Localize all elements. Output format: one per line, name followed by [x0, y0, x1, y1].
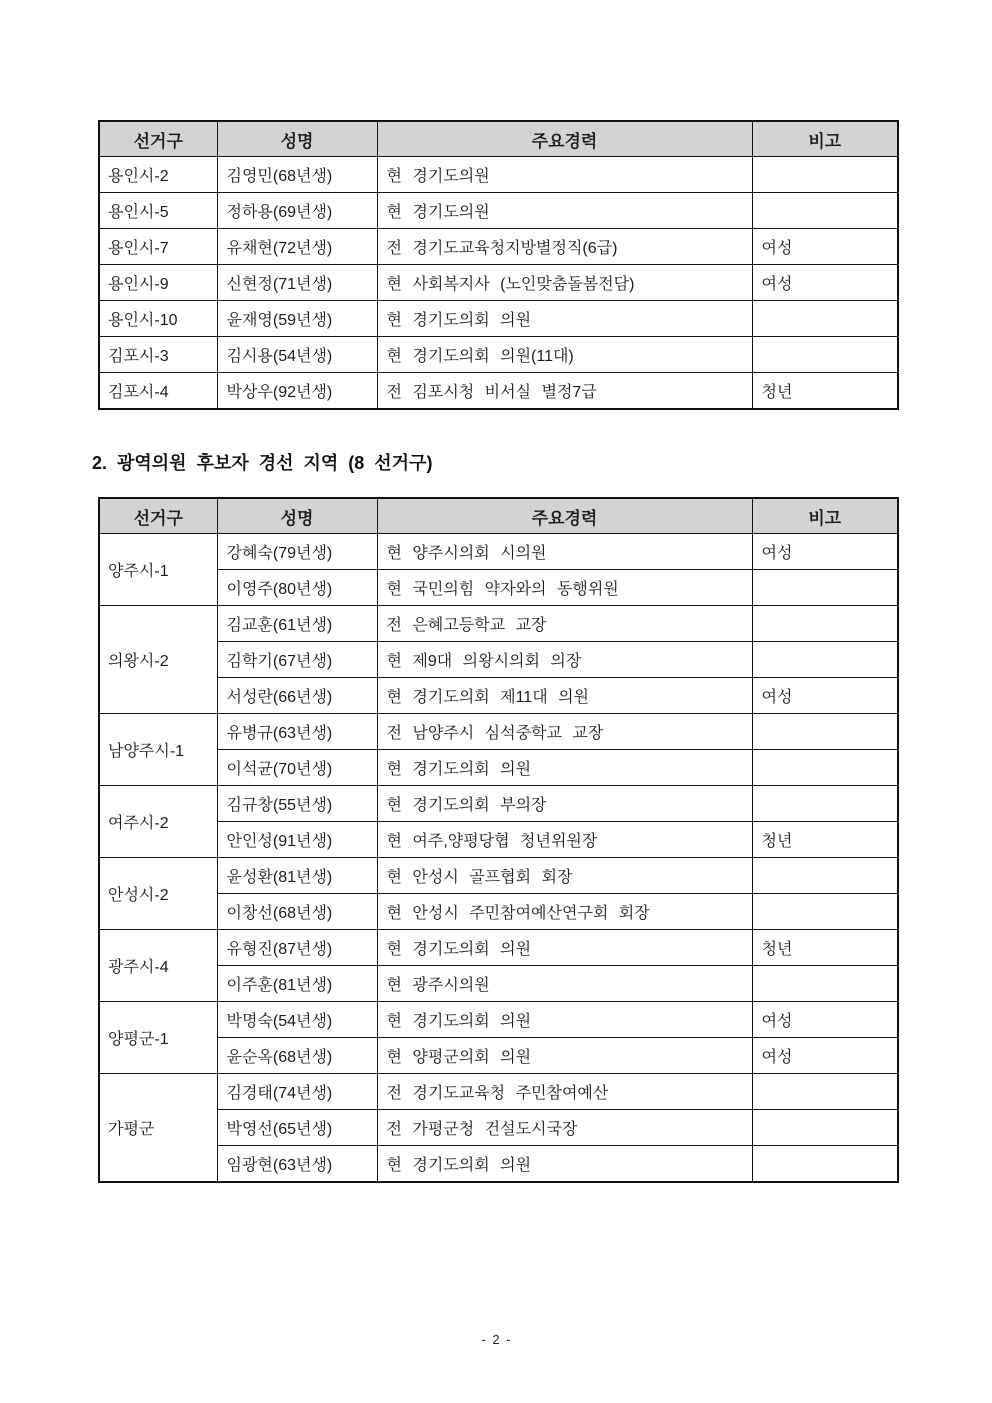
note-cell: [752, 1146, 898, 1183]
candidate-row: [99, 229, 898, 265]
note-cell: 청년: [752, 373, 898, 410]
candidate-row: [99, 265, 898, 301]
district-cell: 용인시-5: [99, 193, 217, 229]
career-cell: 전 남양주시 심석중학교 교장: [377, 714, 752, 750]
district-cell: 의왕시-2: [99, 606, 217, 714]
note-cell: [752, 1074, 898, 1110]
candidate-row: [99, 858, 898, 894]
name-cell: 김시용(54년생): [217, 337, 377, 373]
candidate-row: [99, 606, 898, 642]
note-cell: 청년: [752, 930, 898, 966]
column-header-district: 선거구: [99, 121, 217, 157]
career-cell: 현 경기도의회 의원(11대): [377, 337, 752, 373]
page-number: - 2 -: [481, 1332, 511, 1347]
district-cell: 김포시-3: [99, 337, 217, 373]
note-cell: 여성: [752, 1002, 898, 1038]
career-cell: 현 양평군의회 의원: [377, 1038, 752, 1074]
district-cell: 용인시-10: [99, 301, 217, 337]
career-cell: 현 사회복지사 (노인맞춤돌봄전담): [377, 265, 752, 301]
candidate-row: [99, 750, 898, 786]
candidate-row: [99, 966, 898, 1002]
career-cell: 현 양주시의회 시의원: [377, 534, 752, 570]
name-cell: 김교훈(61년생): [217, 606, 377, 642]
district-cell: 여주시-2: [99, 786, 217, 858]
career-cell: 현 여주,양평당협 청년위원장: [377, 822, 752, 858]
note-cell: [752, 606, 898, 642]
name-cell: 유형진(87년생): [217, 930, 377, 966]
note-cell: 여성: [752, 678, 898, 714]
name-cell: 윤성환(81년생): [217, 858, 377, 894]
candidate-row: [99, 714, 898, 750]
career-cell: 현 제9대 의왕시의회 의장: [377, 642, 752, 678]
note-cell: 여성: [752, 534, 898, 570]
candidate-row: [99, 337, 898, 373]
district-cell: 양평군-1: [99, 1002, 217, 1074]
district-cell: 용인시-9: [99, 265, 217, 301]
candidate-row: [99, 157, 898, 193]
note-cell: 여성: [752, 265, 898, 301]
note-cell: [752, 642, 898, 678]
career-cell: 현 경기도의원: [377, 193, 752, 229]
name-cell: 안인성(91년생): [217, 822, 377, 858]
name-cell: 윤재영(59년생): [217, 301, 377, 337]
note-cell: [752, 750, 898, 786]
career-cell: 전 경기도교육청 주민참여예산: [377, 1074, 752, 1110]
career-cell: 현 경기도의회 제11대 의원: [377, 678, 752, 714]
section-heading: 2. 광역의원 후보자 경선 지역 (8 선거구): [92, 453, 433, 473]
name-cell: 김규창(55년생): [217, 786, 377, 822]
career-cell: 전 가평군청 건설도시국장: [377, 1110, 752, 1146]
candidates-table-2: [98, 497, 899, 1183]
table1-header-row: [99, 121, 898, 157]
candidate-row: [99, 301, 898, 337]
name-cell: 이영주(80년생): [217, 570, 377, 606]
note-cell: [752, 894, 898, 930]
candidate-row: [99, 570, 898, 606]
career-cell: 현 경기도의회 의원: [377, 301, 752, 337]
district-cell: 남양주시-1: [99, 714, 217, 786]
table2-header-row: [99, 498, 898, 534]
career-cell: 현 안성시 골프협회 회장: [377, 858, 752, 894]
name-cell: 정하용(69년생): [217, 193, 377, 229]
candidate-row: [99, 1038, 898, 1074]
name-cell: 박명숙(54년생): [217, 1002, 377, 1038]
note-cell: [752, 337, 898, 373]
candidate-row: [99, 1146, 898, 1183]
column-header-career: 주요경력: [377, 498, 752, 534]
career-cell: 현 경기도의회 의원: [377, 930, 752, 966]
career-cell: 현 경기도의회 의원: [377, 1002, 752, 1038]
name-cell: 이주훈(81년생): [217, 966, 377, 1002]
career-cell: 현 경기도의원: [377, 157, 752, 193]
career-cell: 전 김포시청 비서실 별정7급: [377, 373, 752, 410]
district-cell: 용인시-2: [99, 157, 217, 193]
note-cell: [752, 786, 898, 822]
note-cell: 여성: [752, 229, 898, 265]
career-cell: 현 경기도의회 의원: [377, 750, 752, 786]
district-cell: 광주시-4: [99, 930, 217, 1002]
candidate-row: [99, 1074, 898, 1110]
note-cell: [752, 714, 898, 750]
note-cell: [752, 966, 898, 1002]
candidate-row: [99, 193, 898, 229]
candidate-row: [99, 642, 898, 678]
candidate-row: [99, 822, 898, 858]
name-cell: 유병규(63년생): [217, 714, 377, 750]
name-cell: 유채현(72년생): [217, 229, 377, 265]
district-cell: 양주시-1: [99, 534, 217, 606]
career-cell: 전 경기도교육청지방별정직(6급): [377, 229, 752, 265]
note-cell: [752, 570, 898, 606]
name-cell: 이석균(70년생): [217, 750, 377, 786]
name-cell: 박영선(65년생): [217, 1110, 377, 1146]
name-cell: 임광현(63년생): [217, 1146, 377, 1183]
note-cell: 여성: [752, 1038, 898, 1074]
note-cell: [752, 193, 898, 229]
district-cell: 김포시-4: [99, 373, 217, 410]
candidate-row: [99, 1110, 898, 1146]
column-header-district: 선거구: [99, 498, 217, 534]
name-cell: 이창선(68년생): [217, 894, 377, 930]
column-header-career: 주요경력: [377, 121, 752, 157]
name-cell: 박상우(92년생): [217, 373, 377, 410]
name-cell: 강혜숙(79년생): [217, 534, 377, 570]
name-cell: 김영민(68년생): [217, 157, 377, 193]
candidate-row: [99, 534, 898, 570]
name-cell: 서성란(66년생): [217, 678, 377, 714]
district-cell: 가평군: [99, 1074, 217, 1183]
note-cell: 청년: [752, 822, 898, 858]
career-cell: 현 경기도의회 부의장: [377, 786, 752, 822]
candidates-table-1: [98, 120, 899, 410]
column-header-name: 성명: [217, 498, 377, 534]
note-cell: [752, 1110, 898, 1146]
candidate-row: [99, 786, 898, 822]
career-cell: 현 안성시 주민참여예산연구회 회장: [377, 894, 752, 930]
candidate-row: [99, 930, 898, 966]
note-cell: [752, 157, 898, 193]
district-cell: 안성시-2: [99, 858, 217, 930]
candidate-row: [99, 894, 898, 930]
candidate-row: [99, 678, 898, 714]
name-cell: 신현정(71년생): [217, 265, 377, 301]
column-header-name: 성명: [217, 121, 377, 157]
name-cell: 윤순옥(68년생): [217, 1038, 377, 1074]
career-cell: 전 은혜고등학교 교장: [377, 606, 752, 642]
career-cell: 현 광주시의원: [377, 966, 752, 1002]
column-header-note: 비고: [752, 498, 898, 534]
name-cell: 김경태(74년생): [217, 1074, 377, 1110]
note-cell: [752, 301, 898, 337]
note-cell: [752, 858, 898, 894]
candidate-row: [99, 373, 898, 410]
name-cell: 김학기(67년생): [217, 642, 377, 678]
candidate-row: [99, 1002, 898, 1038]
career-cell: 현 경기도의회 의원: [377, 1146, 752, 1183]
column-header-note: 비고: [752, 121, 898, 157]
district-cell: 용인시-7: [99, 229, 217, 265]
career-cell: 현 국민의힘 약자와의 동행위원: [377, 570, 752, 606]
